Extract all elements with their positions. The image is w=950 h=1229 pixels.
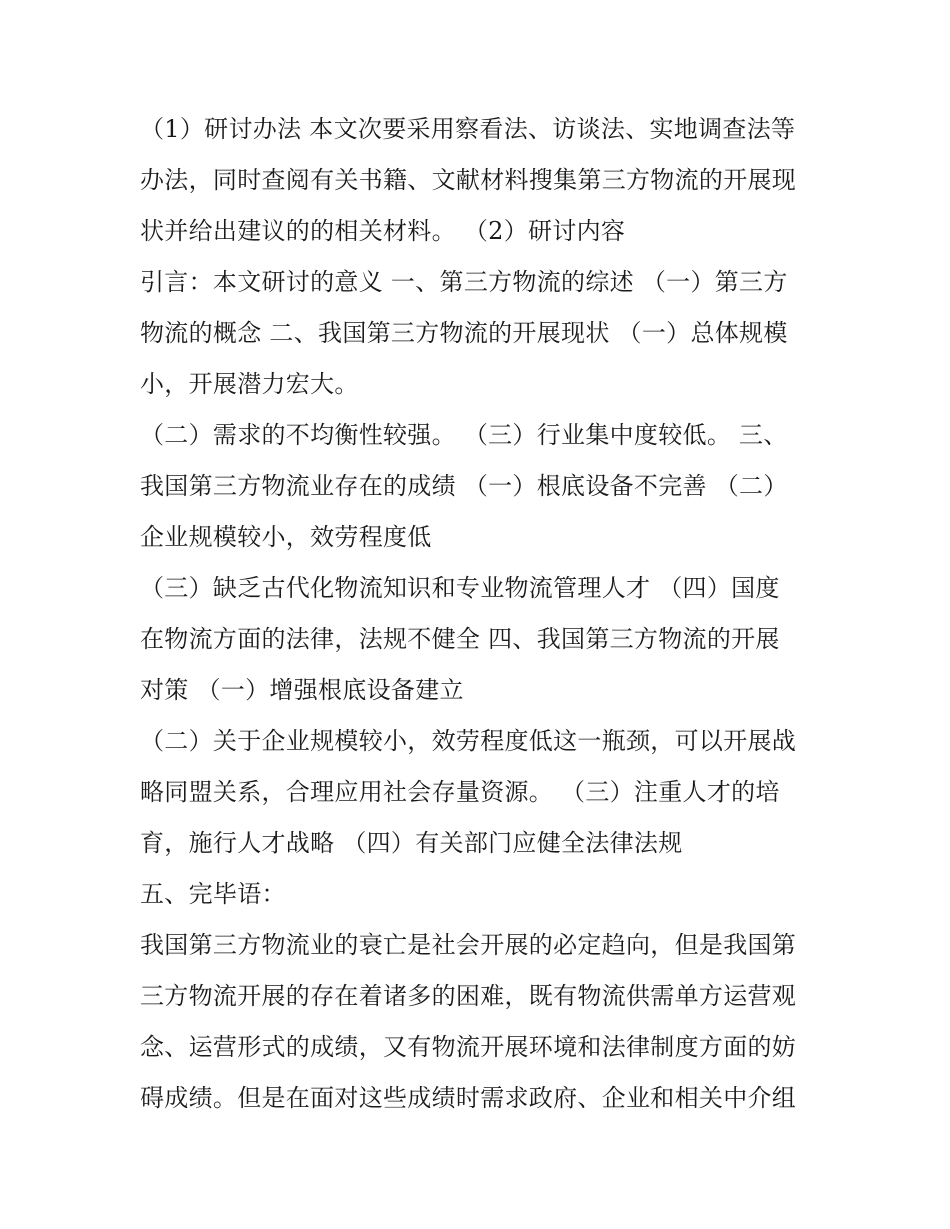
paragraph-outline-countermeasures xyxy=(140,716,830,869)
text-line: 对策 （一）增强根底设备建立 xyxy=(140,676,464,704)
paragraph-conclusion-body xyxy=(140,920,830,1124)
paragraph-conclusion-heading xyxy=(140,869,830,920)
text-line: （1）研讨办法 本文次要采用察看法、访谈法、实地调查法等 xyxy=(140,115,796,143)
section-heading: 五、完毕语： xyxy=(140,880,286,908)
text-line: 企业规模较小，效劳程度低 xyxy=(140,523,432,551)
text-line: （二）关于企业规模较小，效劳程度低这一瓶颈，可以开展战 xyxy=(140,727,797,755)
paragraph-outline-section-four xyxy=(140,563,830,716)
text-line: 物流的概念 二、我国第三方物流的开展现状 （一）总体规模 xyxy=(140,319,788,347)
text-line: 我国第三方物流业的衰亡是社会开展的必定趋向，但是我国第 xyxy=(140,931,797,959)
text-line: 办法，同时查阅有关书籍、文献材料搜集第三方物流的开展现 xyxy=(140,166,797,194)
text-line: 状并给出建议的的相关材料。 （2）研讨内容 xyxy=(140,217,626,245)
text-line: 在物流方面的法律，法规不健全 四、我国第三方物流的开展 xyxy=(140,625,780,653)
text-line: 念、运营形式的成绩，又有物流开展环境和法律制度方面的妨 xyxy=(140,1033,797,1061)
text-line: 略同盟关系，合理应用社会存量资源。 （三）注重人才的培 xyxy=(140,778,780,806)
text-line: 三方物流开展的存在着诸多的困难，既有物流供需单方运营观 xyxy=(140,982,797,1010)
text-line: 小，开展潜力宏大。 xyxy=(140,370,359,398)
text-line: （三）缺乏古代化物流知识和专业物流管理人才 （四）国度 xyxy=(140,574,780,602)
paragraph-introduction-outline xyxy=(140,257,830,410)
text-line: （二）需求的不均衡性较强。 （三）行业集中度较低。 三、 xyxy=(140,421,788,449)
text-line: 我国第三方物流业存在的成绩 （一）根底设备不完善 （二） xyxy=(140,472,788,500)
text-line: 碍成绩。但是在面对这些成绩时需求政府、企业和相关中介组 xyxy=(140,1084,797,1112)
paragraph-outline-section-three xyxy=(140,410,830,563)
paragraph-research-method xyxy=(140,104,830,257)
text-line: 育，施行人才战略 （四）有关部门应健全法律法规 xyxy=(140,829,683,857)
text-line: 引言：本文研讨的意义 一、第三方物流的综述 （一）第三方 xyxy=(140,268,788,296)
document-body xyxy=(140,104,830,1124)
